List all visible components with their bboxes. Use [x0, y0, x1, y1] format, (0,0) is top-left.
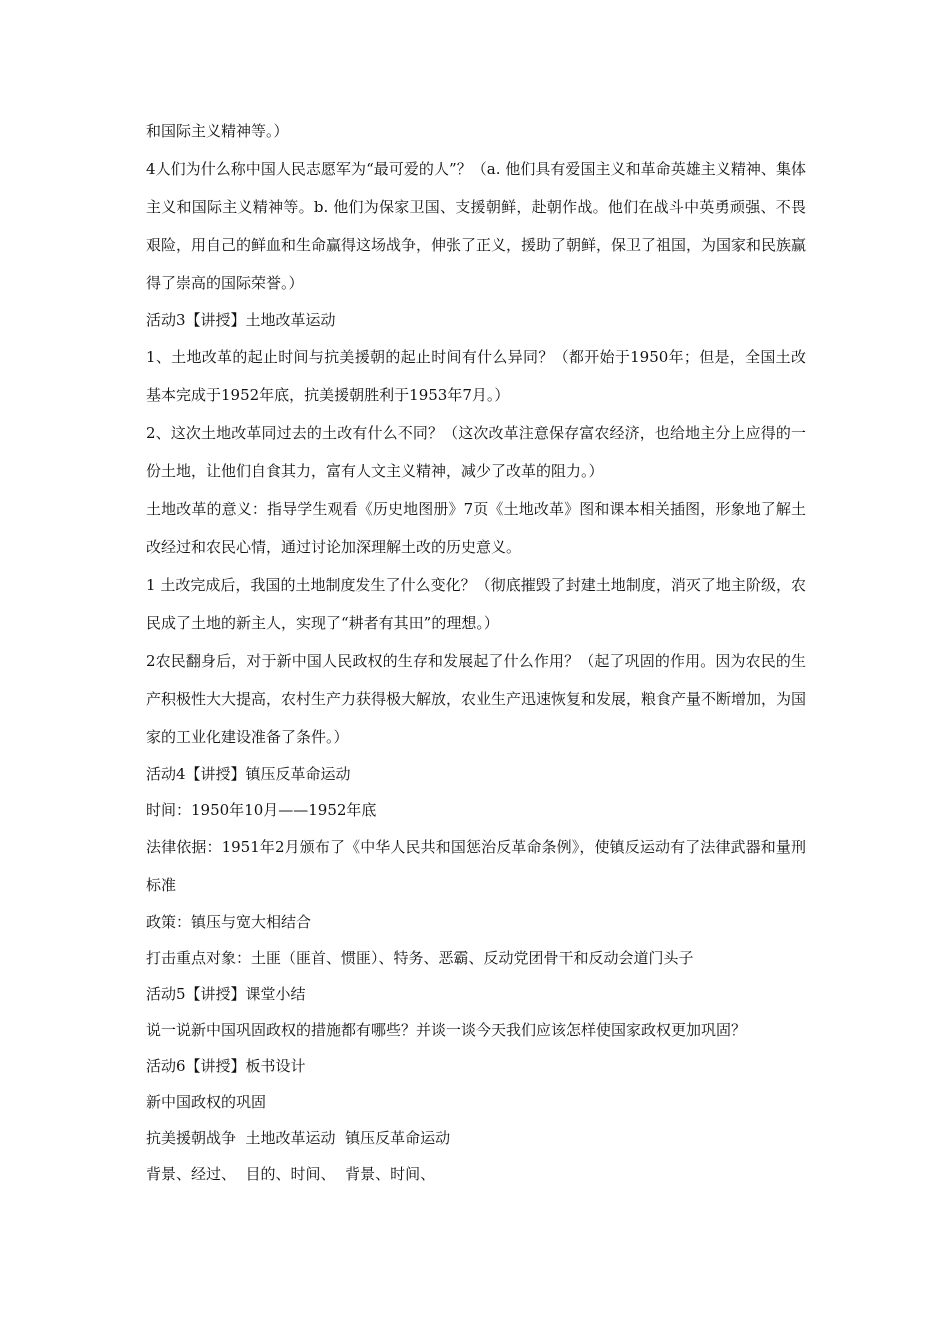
paragraph-continuation: 和国际主义精神等。）: [146, 122, 289, 140]
paragraph-legal-basis: 法律依据：1951年2月颁布了《中华人民共和国惩治反革命条例》，使镇反运动有了法律武器和量刑标准: [146, 838, 806, 894]
paragraph-summary-question: 说一说新中国巩固政权的措施都有哪些？并谈一谈今天我们应该怎样使国家政权更加巩固？: [146, 1021, 747, 1039]
document-body: [146, 112, 806, 1192]
board-columns: 抗美援朝战争 土地改革运动 镇压反革命运动: [146, 1129, 451, 1147]
paragraph-land-reform-significance: 土地改革的意义：指导学生观看《历史地图册》7页《土地改革》图和课本相关插图，形象地了解土改经过和农民心情，通过讨论加深理解土改的历史意义。: [146, 500, 806, 556]
paragraph-land-reform-q2: 2、这次土地改革同过去的土改有什么不同？（这次改革注意保存富农经济，也给地主分上应得的一份土地，让他们自食其力，富有人文主义精神，减少了改革的阻力。）: [146, 424, 806, 480]
heading-activity-5: 活动5【讲授】课堂小结: [146, 985, 306, 1003]
paragraph-targets: 打击重点对象：土匪（匪首、惯匪）、特务、恶霸、反动党团骨干和反动会道门头子: [146, 949, 694, 967]
paragraph-policy: 政策：镇压与宽大相结合: [146, 913, 312, 931]
board-title: 新中国政权的巩固: [146, 1093, 267, 1111]
board-items: 背景、经过、 目的、时间、 背景、时间、: [146, 1165, 436, 1183]
heading-activity-6: 活动6【讲授】板书设计: [146, 1057, 306, 1075]
heading-activity-4: 活动4【讲授】镇压反革命运动: [146, 765, 351, 783]
paragraph-time: 时间：1950年10月——1952年底: [146, 801, 377, 819]
paragraph-land-system-change: 1 土改完成后，我国的土地制度发生了什么变化？（彻底摧毁了封建土地制度，消灭了地主阶级，农民成了土地的新主人，实现了“耕者有其田”的理想。）: [146, 576, 806, 632]
heading-activity-3: 活动3【讲授】土地改革运动: [146, 311, 336, 329]
paragraph-land-reform-q1: 1、土地改革的起止时间与抗美援朝的起止时间有什么异同？（都开始于1950年；但是，全国土改基本完成于1952年底，抗美援朝胜利于1953年7月。）: [146, 348, 806, 404]
paragraph-question-4: 4人们为什么称中国人民志愿军为“最可爱的人”？（a. 他们具有爱国主义和革命英雄主义精神、集体主义和国际主义精神等。b. 他们为保家卫国、支援朝鲜，赴朝作战。他们在战斗中英勇顽强、不畏艰险，用自己的鲜血和生命赢得这场战争，伸张了正义，援助了朝鲜，保卫了祖国，为国家和民族赢得了崇高的国际荣誉。）: [146, 160, 807, 292]
paragraph-farmers-role: 2农民翻身后，对于新中国人民政权的生存和发展起了什么作用？（起了巩固的作用。因为农民的生产积极性大大提高，农村生产力获得极大解放，农业生产迅速恢复和发展，粮食产量不断增加，为国家的工业化建设准备了条件。）: [146, 652, 807, 746]
